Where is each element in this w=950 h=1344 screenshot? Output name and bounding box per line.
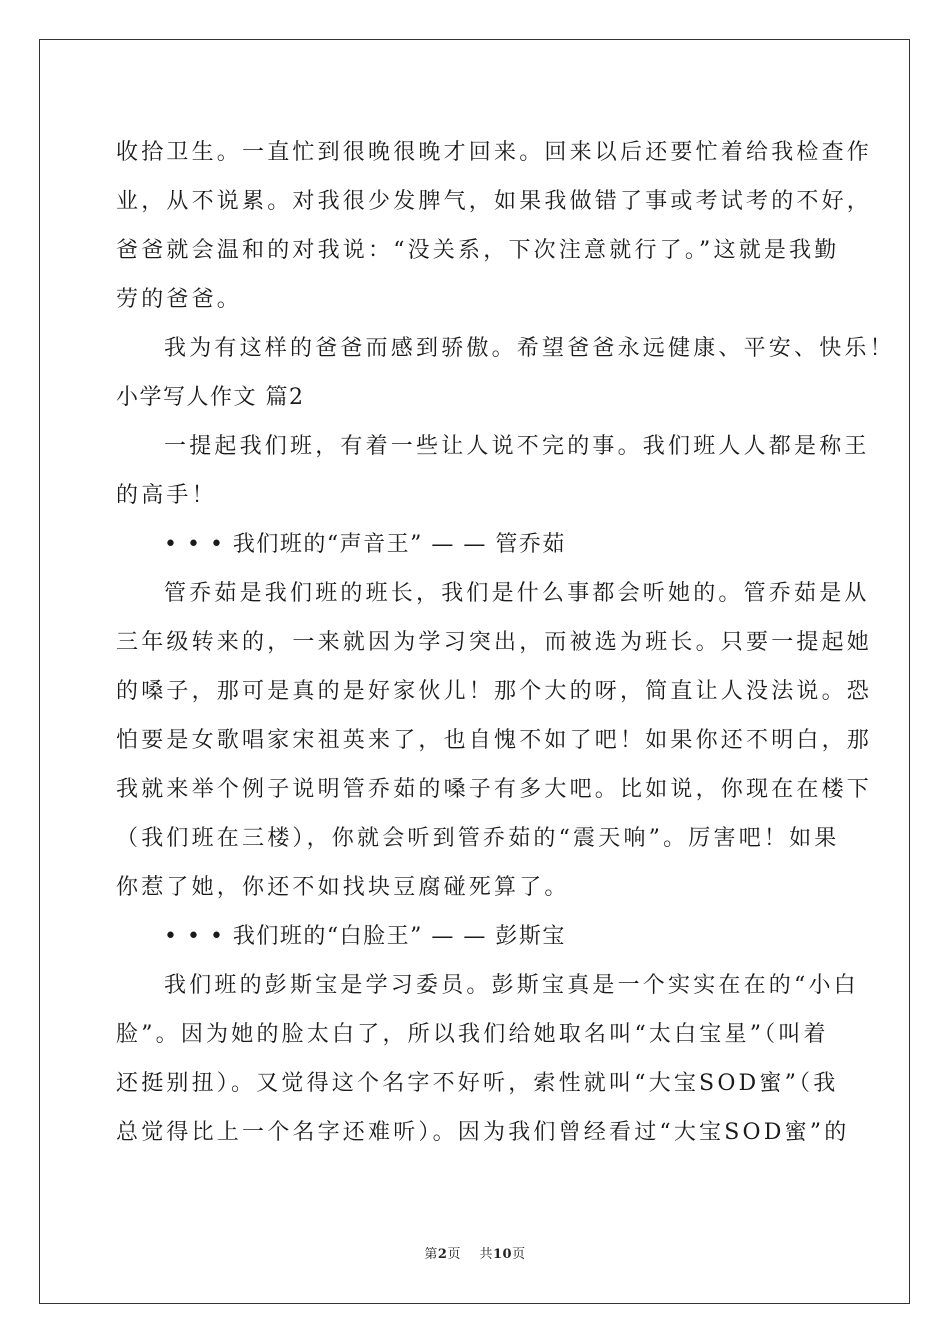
text-line: 爸爸就会温和的对我说：“没关系，下次注意就行了。”这就是我勤 (116, 238, 840, 263)
text-line: 收拾卫生。一直忙到很晚很晚才回来。回来以后还要忙着给我检查作 (116, 140, 873, 165)
section-heading: 小学写人作文 篇2 (116, 385, 305, 410)
text-line: 三年级转来的，一来就因为学习突出，而被选为班长。只要一提起她 (116, 630, 873, 655)
paragraph-start-line: 管乔茹是我们班的班长，我们是什么事都会听她的。管乔茹是从 (164, 581, 870, 606)
subsection-heading: • • • 我们班的“声音王” — — 管乔茹 (164, 532, 566, 557)
page-label-suffix: 页 (447, 1247, 461, 1262)
document-body (116, 128, 895, 1157)
text-line: 劳的爸爸。 (116, 287, 243, 312)
text-line: （我们班在三楼），你就会听到管乔茹的“震天响”。厉害吧！如果 (116, 826, 840, 851)
total-label-prefix: 共 (479, 1247, 493, 1262)
text-line: 还挺别扭）。又觉得这个名字不好听，索性就叫“大宝SOD蜜”（我 (116, 1071, 839, 1096)
text-line: 脸”。因为她的脸太白了，所以我们给她取名叫“太白宝星”（叫着 (116, 1022, 829, 1047)
paragraph-start-line: 我们班的彭斯宝是学习委员。彭斯宝真是一个实实在在的“小白 (164, 973, 859, 998)
text-line: 的嗓子，那可是真的是好家伙儿！那个大的呀，简直让人没法说。恐 (116, 679, 873, 704)
text-line: 总觉得比上一个名字还难听）。因为我们曾经看过“大宝SOD蜜”的 (116, 1120, 850, 1145)
paragraph-start-line: 一提起我们班，有着一些让人说不完的事。我们班人人都是称王 (164, 434, 870, 459)
text-line: 的高手！ (116, 483, 217, 508)
text-line: 我就来举个例子说明管乔茹的嗓子有多大吧。比如说，你现在在楼下 (116, 777, 873, 802)
subsection-heading: • • • 我们班的“白脸王” — — 彭斯宝 (164, 924, 566, 949)
text-line: 你惹了她，你还不如找块豆腐碰死算了。 (116, 875, 570, 900)
page-label-prefix: 第 (424, 1247, 438, 1262)
total-pages: 10 (493, 1247, 513, 1262)
page-footer (0, 1243, 950, 1262)
total-label-suffix: 页 (512, 1247, 526, 1262)
paragraph-start-line: 我为有这样的爸爸而感到骄傲。希望爸爸永远健康、平安、快乐！ (164, 336, 895, 361)
text-line: 业，从不说累。对我很少发脾气，如果我做错了事或考试考的不好， (116, 189, 873, 214)
page-number: 2 (437, 1247, 448, 1262)
text-line: 怕要是女歌唱家宋祖英来了，也自愧不如了吧！如果你还不明白，那 (116, 728, 873, 753)
